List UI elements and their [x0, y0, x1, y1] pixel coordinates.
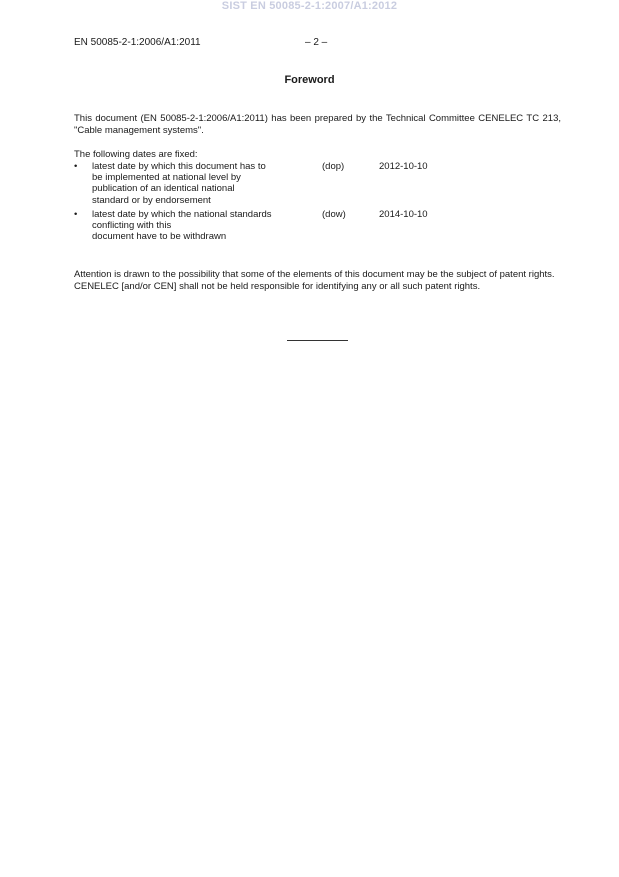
bullet-icon: • — [74, 209, 78, 220]
date-code: (dow) — [322, 209, 346, 220]
page-title: Foreword — [284, 74, 335, 86]
description-line: latest date by which the national standards — [92, 209, 272, 220]
description-line: publication of an identical national — [92, 183, 235, 195]
date-item-dop — [74, 161, 494, 207]
description-line: be implemented at national level by — [92, 172, 241, 184]
intro-paragraph: This document (EN 50085-2-1:2006/A1:2011) has been prepared by the Technical Committee CENELEC TC 213, "Cable management systems". — [74, 113, 561, 136]
description-line: latest date by which this document has to — [92, 161, 266, 172]
date-item-dow — [74, 209, 494, 245]
date-code: (dop) — [322, 161, 345, 172]
bullet-icon: • — [74, 161, 78, 172]
page-number: – 2 – — [305, 37, 328, 48]
description-line: document have to be withdrawn — [92, 231, 227, 243]
date-item-description — [92, 161, 314, 206]
date-value: 2014-10-10 — [379, 209, 428, 220]
description-line: standard or by endorsement — [92, 194, 211, 206]
dates-lead-text: The following dates are fixed: — [74, 149, 198, 160]
patent-attention-paragraph: Attention is drawn to the possibility that some of the elements of this document may be the subject of patent rights. CENELEC [and/or CEN] shall not be held responsible for identifying any or all such patent rights. — [74, 269, 555, 292]
date-value: 2012-10-10 — [379, 161, 428, 172]
document-reference: EN 50085-2-1:2006/A1:2011 — [74, 37, 201, 48]
watermark-title: SIST EN 50085-2-1:2007/A1:2012 — [221, 0, 398, 12]
end-divider — [287, 340, 348, 341]
date-item-description — [92, 209, 314, 243]
description-line: conflicting with this — [92, 220, 172, 232]
